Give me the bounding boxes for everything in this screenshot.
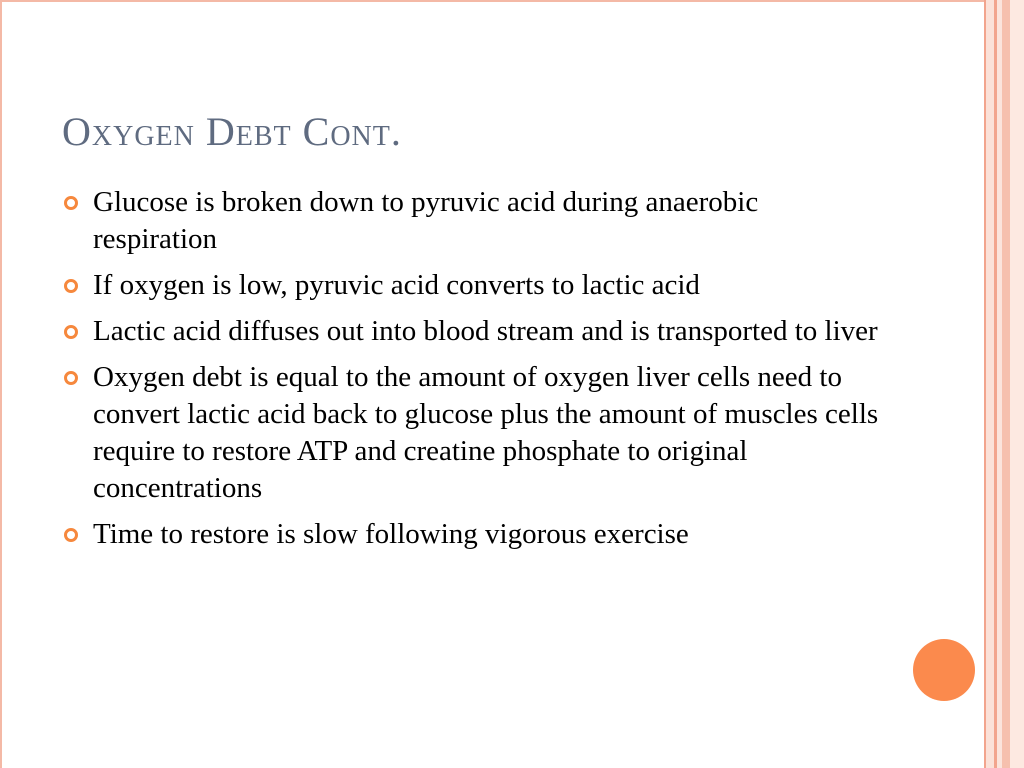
bullet-item [62, 516, 882, 553]
frame-left-border [0, 0, 2, 768]
bullet-item [62, 267, 882, 304]
bullet-item [62, 359, 882, 507]
bullet-ring-icon [64, 279, 78, 293]
decorative-stripe [1010, 0, 1024, 768]
bullet-ring-icon [64, 325, 78, 339]
bullet-text: If oxygen is low, pyruvic acid converts to lactic acid [93, 269, 700, 301]
bullet-ring-icon [64, 528, 78, 542]
decorative-stripe [1002, 0, 1010, 768]
bullet-text: Time to restore is slow following vigorous exercise [93, 518, 689, 550]
decorative-circle [913, 639, 975, 701]
bullet-item [62, 184, 882, 258]
bullet-ring-icon [64, 371, 78, 385]
bullet-ring-icon [64, 196, 78, 210]
bullet-text: Lactic acid diffuses out into blood stream and is transported to liver [93, 315, 878, 347]
bullet-item [62, 313, 882, 350]
bullet-text: Glucose is broken down to pyruvic acid during anaerobic respiration [93, 186, 759, 255]
bullet-list [62, 184, 882, 562]
slide-title: Oxygen Debt Cont. [62, 109, 402, 154]
frame-top-border [0, 0, 986, 2]
bullet-text: Oxygen debt is equal to the amount of oxygen liver cells need to convert lactic acid back to glucose plus the amount of muscles cells require to restore ATP and creatine phosphate to original concentrations [93, 361, 879, 504]
decorative-stripe [986, 0, 994, 768]
